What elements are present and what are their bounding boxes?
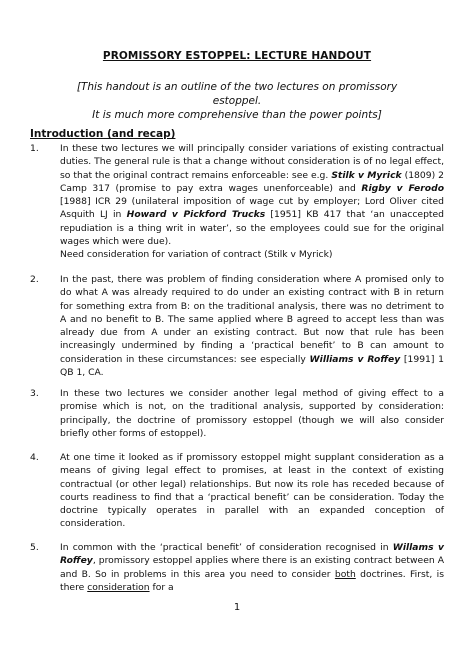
item-paragraph: At one time it looked as if promissory estoppel might supplant consideration as a means of giving legal effect to promises, at least in the context of existing contractual (or other legal) relationships. But now its role has receded because of courts readiness to find that a ‘practical benefit’ can be consideration. Today the doctrine typically operates in parallel with an expanded conception of consideration. bbox=[60, 452, 444, 530]
text-run: [1988] ICR 29 (unilateral imposition of wage cut by employer; Lord Oliver cited Asquith LJ in bbox=[60, 196, 444, 221]
item-number: 1. bbox=[30, 143, 39, 154]
item-number: 3. bbox=[30, 388, 39, 399]
intro-note bbox=[60, 80, 414, 122]
text-run: , promissory estoppel applies where there is an existing contract between A and B. So in problems in this area you need to consider bbox=[60, 555, 444, 580]
case-name: Howard v Pickford Trucks bbox=[126, 209, 266, 221]
section-heading: Introduction (and recap) bbox=[30, 128, 176, 140]
list-item bbox=[30, 541, 444, 594]
text-run: In common with the ‘practical benefit’ of consideration recognised in bbox=[60, 542, 393, 553]
item-paragraph bbox=[60, 142, 444, 248]
item-number: 5. bbox=[30, 542, 39, 553]
item-number: 4. bbox=[30, 452, 39, 463]
item-paragraph bbox=[60, 273, 444, 379]
item-text bbox=[60, 541, 444, 594]
item-text bbox=[60, 451, 444, 531]
text-run: In the past, there was problem of finding consideration where A promised only to do what A was already required to do under an existing contract with B in return for something extra from B: on the traditional analysis, there was no detriment to A and no benefit to B. The same applied where B agreed to accept less than was already due from A under an existing contract. But now that rule has been increasingly undermined by finding a ‘practical benefit’ to B can amount to consideration in these circumstances: see especially bbox=[60, 274, 444, 365]
underlined-word: consideration bbox=[87, 581, 150, 593]
list-item bbox=[30, 387, 444, 440]
text-run: [1991] 1 QB 1, CA. bbox=[60, 353, 444, 379]
list-item bbox=[30, 451, 444, 531]
text-run: In these two lectures we will principally consider variations of existing contractual duties. The general rule is that a change without consideration is of no legal effect, so that the original contract remains enforceable: see e.g. bbox=[60, 143, 444, 181]
item-text bbox=[60, 273, 444, 379]
text-run: for a bbox=[149, 581, 174, 593]
item-note: Need consideration for variation of contract (Stilk v Myrick) bbox=[60, 249, 333, 261]
case-name: Stilk v Myrick bbox=[331, 169, 402, 181]
list-item bbox=[30, 142, 444, 262]
text-run: [1951] KB 417 that ‘an unaccepted repudiation is a thing writ in water’, so the employees could sue for the original wages which were due). bbox=[60, 209, 444, 248]
item-text bbox=[60, 387, 444, 440]
item-number: 2. bbox=[30, 274, 39, 285]
case-name: Rigby v Ferodo bbox=[361, 182, 445, 194]
intro-line-2: It is much more comprehensive than the power points] bbox=[92, 109, 382, 121]
text-run: doctrines. First, is there bbox=[60, 568, 444, 593]
case-name: Williams v Roffey bbox=[309, 353, 401, 365]
list-item bbox=[30, 273, 444, 379]
text-run: (1809) 2 Camp 317 (promise to pay extra wages unenforceable) and bbox=[60, 169, 444, 194]
case-name: Willams v Roffey bbox=[60, 542, 444, 567]
item-paragraph bbox=[60, 541, 444, 594]
item-paragraph: In these two lectures we consider another legal method of giving effect to a promise which is not, on the traditional analysis, supported by consideration: principally, the doctrine of promissory estoppel (though we will also consider briefly other forms of estoppel). bbox=[60, 388, 444, 439]
page-number: 1 bbox=[233, 602, 241, 613]
document-title: PROMISSORY ESTOPPEL: LECTURE HANDOUT bbox=[102, 50, 372, 62]
intro-line-1: [This handout is an outline of the two lectures on promissory estoppel. bbox=[76, 81, 398, 107]
underlined-word: both bbox=[334, 568, 356, 580]
item-text bbox=[60, 142, 444, 262]
